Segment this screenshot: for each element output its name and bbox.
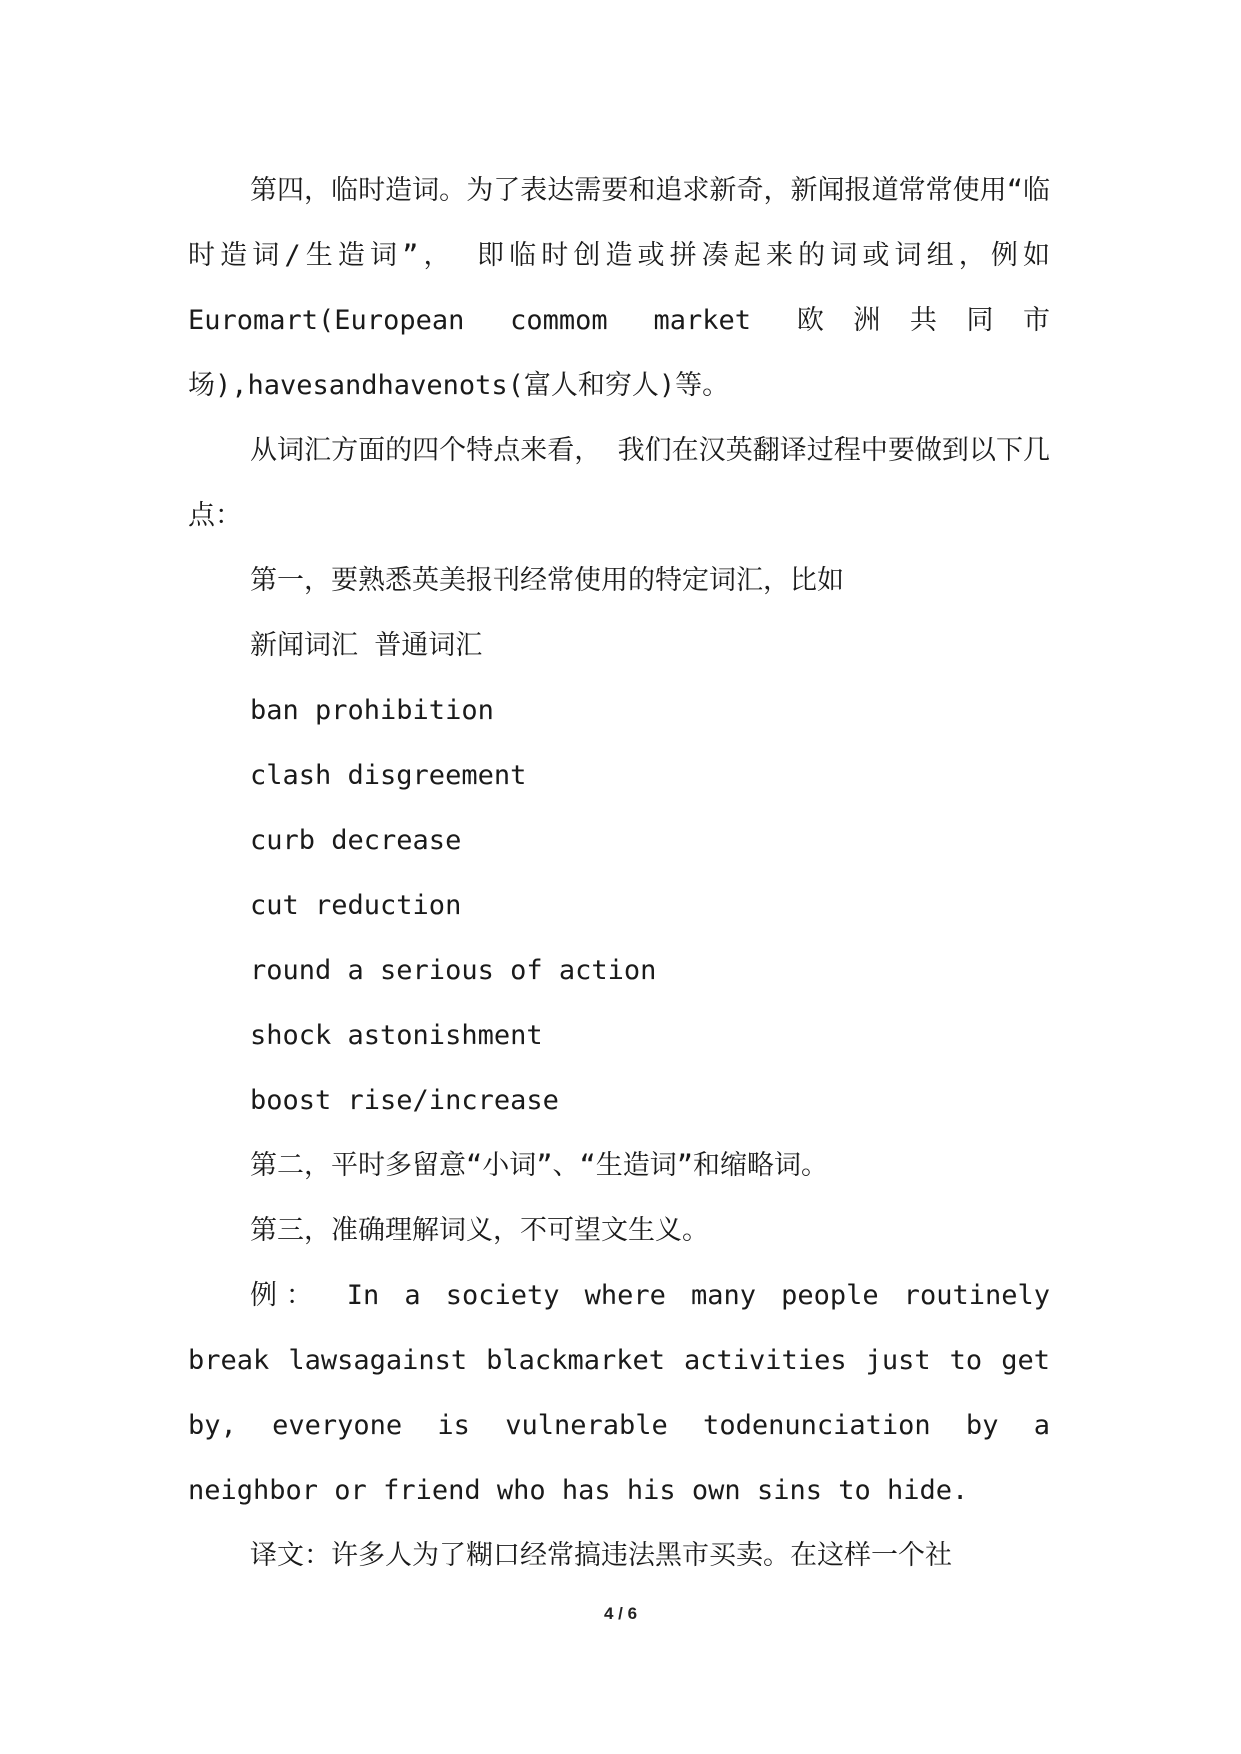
paragraph-translation: 译文：许多人为了糊口经常搞违法黑市买卖。在这样一个社 [250, 1540, 952, 1571]
vocab-row-shock: shock astonishment [250, 1020, 543, 1051]
paragraph-point-two: 第二，平时多留意“小词”、“生造词”和缩略词。 [250, 1150, 829, 1181]
vocab-row-clash: clash disgreement [250, 760, 527, 791]
vocab-row-cut: cut reduction [250, 890, 462, 921]
paragraph-translation-points: 从词汇方面的四个特点来看， 我们在汉英翻译过程中要做到以下几点： [188, 435, 1050, 531]
vocab-table-header: 新闻词汇 普通词汇 [250, 630, 483, 661]
vocab-row-round: round a serious of action [250, 955, 657, 986]
paragraph-point-three: 第三，准确理解词义，不可望文生义。 [250, 1215, 709, 1246]
paragraph-example: 例： In a society where many people routinely break lawsagainst blackmarket activities just to get by, everyone is vulnerable todenunciation by a neighbor or friend who has his own sins to hide. [188, 1280, 1050, 1506]
page-body [188, 158, 1050, 1588]
paragraph-temporary-coinage: 第四，临时造词。为了表达需要和追求新奇，新闻报道常常使用“临时造词/生造词”， 即临时创造或拼凑起来的词或词组，例如Euromart(European commom market 欧洲共同市场),havesandhavenots(富人和穷人)等。 [188, 175, 1050, 401]
vocab-row-curb: curb decrease [250, 825, 462, 856]
vocab-row-boost: boost rise/increase [250, 1085, 559, 1116]
page-number: 4 / 6 [603, 1604, 638, 1623]
vocab-row-ban: ban prohibition [250, 695, 494, 726]
paragraph-point-one: 第一，要熟悉英美报刊经常使用的特定词汇，比如 [250, 565, 844, 596]
